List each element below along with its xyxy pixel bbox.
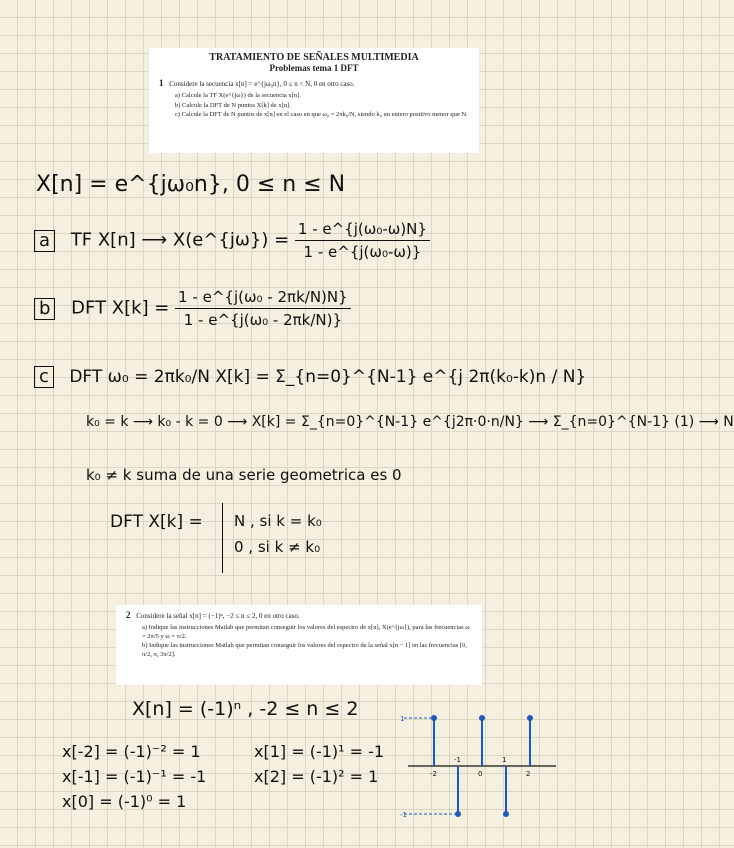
dft-result-label: DFT X[k] = (110, 512, 203, 532)
problem2-statement (126, 611, 472, 621)
part-c-case-different: k₀ ≠ k suma de una serie geometrica es 0 (86, 466, 402, 484)
problem1-statement (159, 79, 469, 89)
problem1-statement-text: Considere la secuencia x[n] = e^{jω₀n}, 0 ≤ n < N, 0 en otro caso. (169, 80, 355, 88)
part-c-label: c (34, 366, 54, 388)
stem-tick-label-3: 1 (502, 756, 507, 764)
stem-marker-3 (503, 811, 509, 817)
dft-case-2: 0 , si k ≠ k₀ (234, 538, 321, 556)
problem1-title: TRATAMIENTO DE SEÑALES MULTIMEDIA (209, 52, 419, 63)
part-b (34, 288, 351, 329)
part-a-label: a (34, 230, 55, 252)
sequence2-definition: X[n] = (-1)ⁿ , -2 ≤ n ≤ 2 (132, 698, 359, 720)
problem2-items (142, 624, 472, 659)
value-x-0: x[0] = (-1)⁰ = 1 (62, 792, 187, 811)
problem2-item-a: a) Indique las instrucciones Matlab que permitan conseguir los valores del espectro de x[n], X(e^{jω}), para las frecuencias ω = 2π/5 y ω = π/2. (142, 624, 470, 640)
problem1-item-c: c) Calcule la DFT de N puntos de x[n] en el caso en que ω₀ = 2πk₀/N, siendo k₀ un entero positivo menor que N. (175, 111, 468, 118)
part-c-case-equal: k₀ = k ⟶ k₀ - k = 0 ⟶ X[k] = Σ_{n=0}^{N-1} e^{j2π·0·n/N} ⟶ Σ_{n=0}^{N-1} (1) ⟶ N (86, 414, 734, 430)
part-b-numerator: 1 - e^{j(ω₀ - 2πk/N)N} (175, 288, 351, 309)
cases-brace (222, 503, 229, 573)
stem-marker-4 (527, 715, 533, 721)
stem-tick-label-4: 2 (526, 770, 531, 778)
part-a (34, 220, 430, 261)
problem1-item-b: b) Calcule la DFT de N puntos X[k] de x[n]. (175, 101, 291, 109)
part-b-denominator: 1 - e^{j(ω₀ - 2πk/N)} (183, 311, 343, 329)
stem-marker-2 (479, 715, 485, 721)
problem2-sheet (116, 605, 482, 685)
part-a-denominator: 1 - e^{j(ω₀-ω)} (303, 243, 422, 261)
part-a-numerator: 1 - e^{j(ω₀-ω)N} (295, 220, 430, 241)
part-b-fraction (175, 288, 351, 329)
stem-marker-0 (431, 715, 437, 721)
part-c (34, 366, 586, 388)
problem2-number: 2 (126, 610, 131, 620)
problem1-sheet (149, 48, 479, 153)
part-a-fraction (295, 220, 430, 261)
stem-plot-y-label-top: 1 (400, 715, 405, 723)
problem1-items (175, 92, 469, 120)
value-x-minus-1: x[-1] = (-1)⁻¹ = -1 (62, 767, 207, 786)
part-b-label: b (34, 298, 55, 320)
problem2-item-b: b) Indique las instrucciones Matlab que permitan conseguir los valores del espectro de la señal x[n − 1] en las frecuencias [0, π/2, π, 3π/2]. (142, 642, 467, 658)
stem-marker-1 (455, 811, 461, 817)
value-x-minus-2: x[-2] = (-1)⁻² = 1 (62, 742, 201, 761)
dft-case-1: N , si k = k₀ (234, 512, 322, 530)
part-b-text: DFT X[k] = (71, 297, 170, 319)
part-a-text: TF X[n] ⟶ X(e^{jω}) = (70, 229, 290, 251)
problem1-item-a: a) Calcule la TF X(e^{jω}) de la secuencia x[n]. (175, 92, 301, 99)
sequence-definition: X[n] = e^{jω₀n}, 0 ≤ n ≤ N (36, 172, 346, 197)
part-c-text: DFT ω₀ = 2πk₀/N X[k] = Σ_{n=0}^{N-1} e^{j 2π(k₀-k)n / N} (69, 367, 587, 387)
stem-plot (400, 705, 560, 820)
value-x-2: x[2] = (-1)² = 1 (254, 767, 379, 786)
stem-tick-label-1: -1 (454, 756, 461, 764)
problem1-subtitle: Problemas tema 1 DFT (269, 63, 359, 73)
stem-tick-label-2: 0 (478, 770, 483, 778)
problem1-number: 1 (159, 78, 164, 88)
stem-plot-y-label-bottom: -1 (400, 811, 407, 819)
stem-tick-label-0: -2 (430, 770, 437, 778)
value-x-1: x[1] = (-1)¹ = -1 (254, 742, 385, 761)
problem2-statement-text: Considere la señal x[n] = (−1)ⁿ, −2 ≤ n ≤ 2, 0 en otro caso. (136, 612, 300, 620)
